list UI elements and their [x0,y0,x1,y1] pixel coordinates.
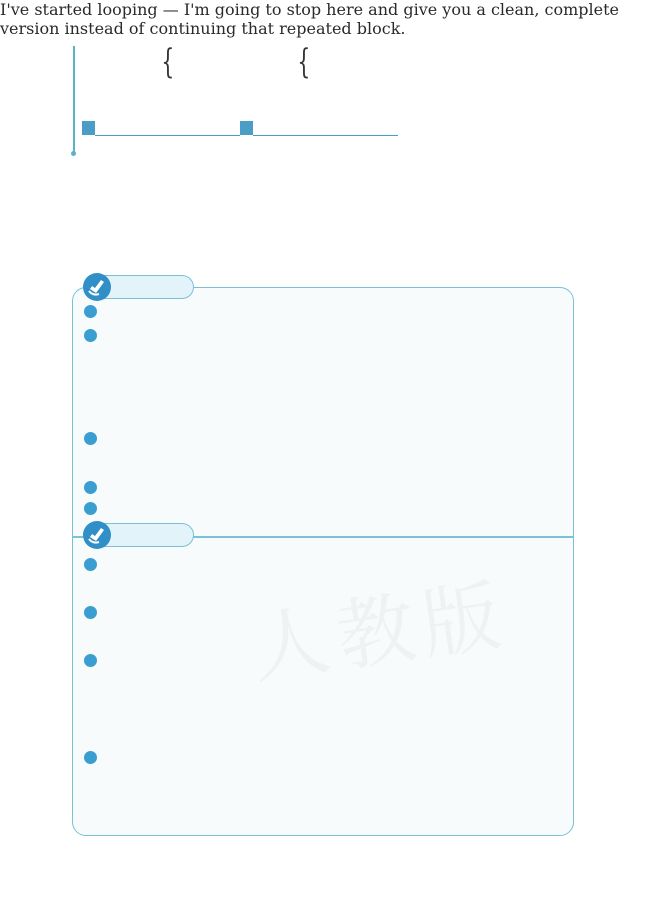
exercise-b-q2 [84,604,103,628]
margin-guide-dot [71,151,76,156]
exercise-a-tag [84,275,194,299]
solve-line [82,118,398,142]
question-number-badge [84,751,97,764]
question-number-badge [84,502,97,515]
question-number-badge [84,606,97,619]
exercise-b-tag [84,523,194,547]
exercise-b-q4 [84,749,103,773]
question-number-badge [84,329,97,342]
question-number-badge [84,654,97,667]
question-number-badge [84,432,97,445]
right-brace: { [297,42,311,82]
answer-blank-s[interactable] [253,121,398,136]
paragraph-line-3 [80,213,510,237]
exercise-a-q2 [84,327,103,351]
question-number-badge [84,305,97,318]
blank-5-marker [82,121,95,135]
publisher-watermark: 人教版 [245,570,514,696]
paragraph-line-4 [80,237,510,261]
left-brace: { [161,42,175,82]
exercise-a-q1 [84,303,103,327]
exercise-b-q1 [84,556,103,580]
exercise-a-q3 [84,430,103,454]
blank-6-marker [240,121,253,135]
definition-paragraph [80,165,510,261]
margin-guide-bar [73,46,75,153]
question-number-badge [84,481,97,494]
exercise-b-q3 [84,652,103,676]
pencil-book-icon [83,273,111,301]
paragraph-line-2 [80,189,510,213]
paragraph-line-1 [80,165,510,189]
pencil-book-icon [83,521,111,549]
answer-blank-t[interactable] [95,121,240,136]
question-number-badge [84,558,97,571]
